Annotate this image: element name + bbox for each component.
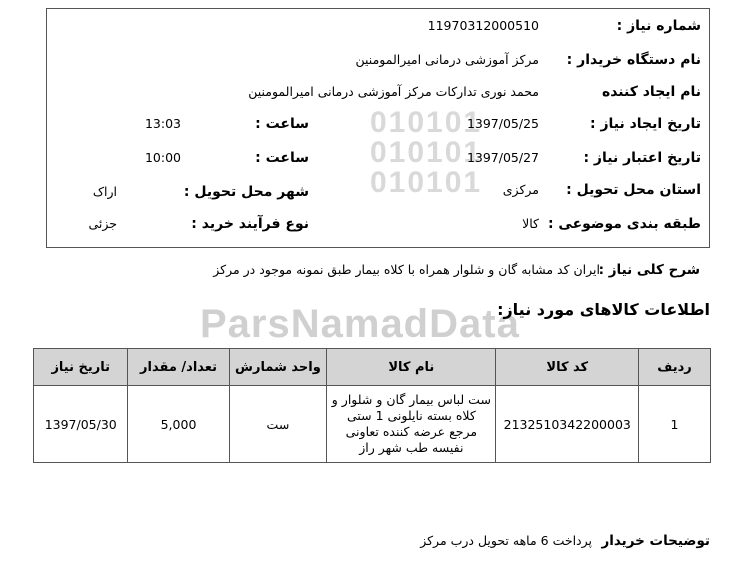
items-header-row xyxy=(34,349,711,386)
created-time-value: 13:03 xyxy=(144,116,181,131)
category-label: طبقه بندی موضوعی : xyxy=(547,216,701,232)
valid-time-value: 10:00 xyxy=(144,150,181,165)
description-text: ایران کد مشابه گان و شلوار همراه با کلاه بیمار طبق نمونه موجود در مرکز xyxy=(213,262,600,277)
item-unit: ست xyxy=(229,386,327,463)
created-date-value: 1397/05/25 xyxy=(466,116,539,131)
brand-watermark: ParsNamadData xyxy=(200,302,520,346)
items-section-title: اطلاعات کالاهای مورد نیاز: xyxy=(497,300,710,319)
table-row xyxy=(34,386,711,463)
col-qty: تعداد/ مقدار xyxy=(128,349,229,386)
process-label: نوع فرآیند خرید : xyxy=(191,216,309,232)
col-unit: واحد شمارش xyxy=(229,349,327,386)
valid-time-label: ساعت : xyxy=(255,150,309,166)
col-row: ردیف xyxy=(639,349,711,386)
col-code: کد کالا xyxy=(496,349,639,386)
need-number-label: شماره نیاز : xyxy=(616,18,701,34)
buyer-org-label: نام دستگاه خریدار : xyxy=(566,52,701,68)
creator-value: محمد نوری تدارکات مرکز آموزشی درمانی امیرالمومنین xyxy=(248,84,539,99)
province-value: مرکزی xyxy=(502,182,539,197)
need-number-value: 11970312000510 xyxy=(427,18,539,33)
valid-date-value: 1397/05/27 xyxy=(466,150,539,165)
item-qty: 5,000 xyxy=(128,386,229,463)
watermark-digits: 010101 010101 010101 xyxy=(370,106,483,199)
item-name: ست لباس بیمار گان و شلوار و کلاه بسته نایلونی 1 ستی مرجع عرضه کننده تعاونی نفیسه طب شهر راز xyxy=(327,386,496,463)
city-label: شهر محل تحویل : xyxy=(183,184,309,200)
items-table xyxy=(33,348,711,463)
creator-label: نام ایجاد کننده xyxy=(601,84,701,100)
col-date: تاریخ نیاز xyxy=(34,349,128,386)
need-info-box xyxy=(46,8,710,248)
created-date-label: تاریخ ایجاد نیاز : xyxy=(589,116,701,132)
created-time-label: ساعت : xyxy=(255,116,309,132)
description-label: شرح کلی نیاز : xyxy=(598,262,700,278)
item-code: 2132510342200003 xyxy=(496,386,639,463)
buyer-notes-text: پرداخت 6 ماهه تحویل درب مرکز xyxy=(420,533,592,548)
col-name: نام کالا xyxy=(327,349,496,386)
valid-date-label: تاریخ اعتبار نیاز : xyxy=(583,150,701,166)
process-value: جزئی xyxy=(88,216,117,231)
category-value: کالا xyxy=(522,216,539,231)
buyer-notes-label: توضیحات خریدار xyxy=(601,533,710,549)
buyer-org-value: مرکز آموزشی درمانی امیرالمومنین xyxy=(355,52,539,67)
city-value: اراک xyxy=(92,184,117,199)
province-label: استان محل تحویل : xyxy=(566,182,701,198)
item-date: 1397/05/30 xyxy=(34,386,128,463)
row-number: 1 xyxy=(639,386,711,463)
